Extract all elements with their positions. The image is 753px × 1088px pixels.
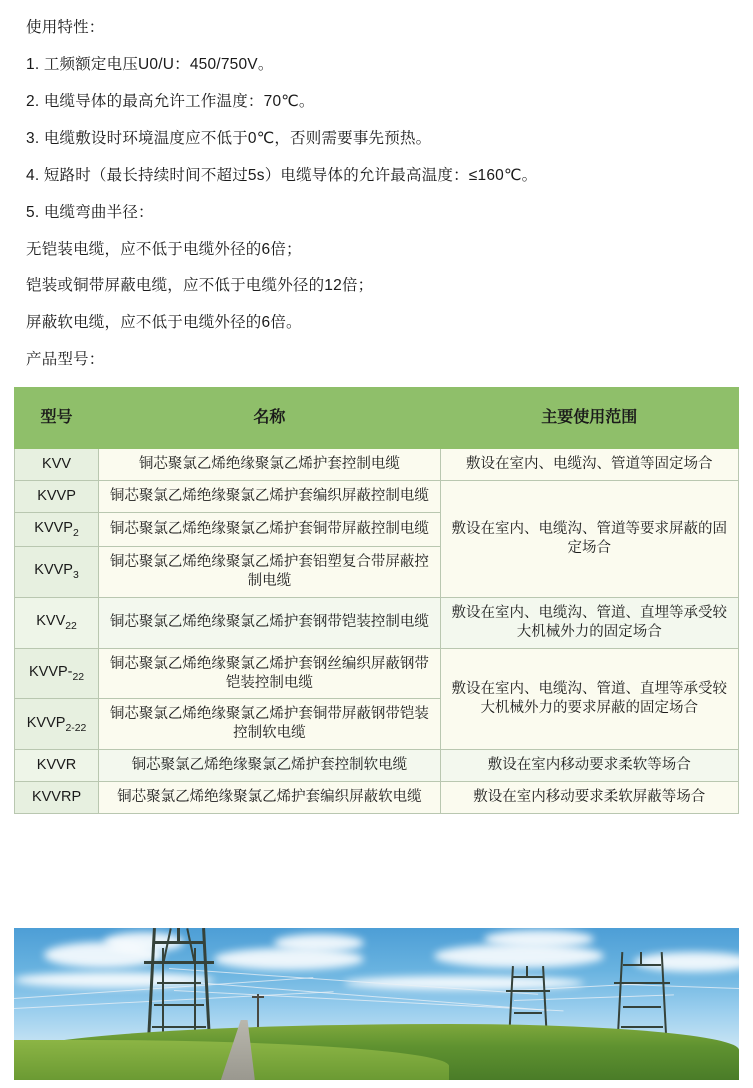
cloud-shape: [434, 944, 604, 968]
cell-name: 铜芯聚氯乙烯绝缘聚氯乙烯护套编织屏蔽软电缆: [99, 781, 440, 813]
cell-model: KVV: [15, 449, 99, 481]
table-row: [15, 750, 739, 782]
cloud-shape: [274, 934, 364, 952]
product-model-heading: 产品型号：: [26, 351, 105, 369]
cell-name: 铜芯聚氯乙烯绝缘聚氯乙烯护套编织屏蔽控制电缆: [99, 481, 440, 513]
cell-model: $KVVP_{2-22}$: [15, 699, 99, 750]
model-subscript: 2-22: [65, 722, 87, 734]
cell-model: KVVRP: [15, 781, 99, 813]
cell-model: KVVR: [15, 750, 99, 782]
cell-model: $KVVP_3$: [15, 547, 99, 598]
bend-radius-shielded-flexible: 屏蔽软电缆，应不低于电缆外径的6倍。: [26, 314, 302, 332]
usage-item-5: 5. 电缆弯曲半径：: [26, 203, 154, 221]
table-row: [15, 449, 739, 481]
bend-radius-unarmored: 无铠装电缆，应不低于电缆外径的6倍；: [26, 240, 302, 258]
product-model-table: [14, 387, 739, 814]
cell-model: $KVVP_2$: [15, 512, 99, 546]
cell-usage: 敷设在室内、电缆沟、管道、直埋等承受较大机械外力的固定场合: [440, 598, 738, 649]
table-row: [15, 598, 739, 649]
model-subscript: 22: [65, 621, 77, 633]
cell-usage: 敷设在室内、电缆沟、管道、直埋等承受较大机械外力的要求屏蔽的固定场合: [440, 648, 738, 749]
table-row: [15, 648, 739, 699]
bend-radius-armored: 铠装或铜带屏蔽电缆，应不低于电缆外径的12倍；: [26, 277, 374, 295]
cell-model: KVVP: [15, 481, 99, 513]
section-heading: 使用特性：: [26, 19, 105, 36]
column-header-name: 名称: [99, 388, 440, 449]
usage-item-1: 1. 工频额定电压U0/U：450/750V。: [26, 55, 274, 73]
cell-usage: 敷设在室内、电缆沟、管道等固定场合: [440, 449, 738, 481]
table-row: [15, 481, 739, 513]
cell-name: 铜芯聚氯乙烯绝缘聚氯乙烯护套铝塑复合带屏蔽控制电缆: [99, 547, 440, 598]
model-subscript: 2: [72, 527, 79, 539]
cell-usage: 敷设在室内、电缆沟、管道等要求屏蔽的固定场合: [440, 481, 738, 598]
column-header-usage: 主要使用范围: [440, 388, 738, 449]
transmission-tower: [144, 928, 214, 1040]
cell-name: 铜芯聚氯乙烯绝缘聚氯乙烯护套钢带铠装控制电缆: [99, 598, 440, 649]
cloud-shape: [214, 948, 364, 970]
cloud-shape: [484, 930, 594, 948]
transmission-tower: [614, 952, 670, 1040]
cell-usage: 敷设在室内移动要求柔软屏蔽等场合: [440, 781, 738, 813]
usage-item-3: 3. 电缆敷设时环境温度应不低于0℃，否则需要事先预热。: [26, 129, 432, 147]
cell-model: $KVV_{22}$: [15, 598, 99, 649]
column-header-model: 型号: [15, 388, 99, 449]
usage-characteristics-section: [0, 0, 753, 371]
cell-name: 铜芯聚氯乙烯绝缘聚氯乙烯护套铜带屏蔽钢带铠装控制软电缆: [99, 699, 440, 750]
utility-pole-crossarm: [252, 996, 264, 998]
cell-name: 铜芯聚氯乙烯绝缘聚氯乙烯护套钢丝编织屏蔽钢带铠装控制电缆: [99, 648, 440, 699]
cell-usage: 敷设在室内移动要求柔软等场合: [440, 750, 738, 782]
product-model-table-wrap: [14, 387, 739, 814]
table-row: [15, 781, 739, 813]
usage-item-4: 4. 短路时（最长持续时间不超过5s）电缆导体的允许最高温度：≤160℃。: [26, 166, 538, 184]
model-subscript: 3: [72, 570, 79, 582]
cell-name: 铜芯聚氯乙烯绝缘聚氯乙烯护套控制电缆: [99, 449, 440, 481]
usage-item-2: 2. 电缆导体的最高允许工作温度：70℃。: [26, 92, 315, 110]
cell-name: 铜芯聚氯乙烯绝缘聚氯乙烯护套控制软电缆: [99, 750, 440, 782]
transmission-towers-photo: [14, 928, 739, 1080]
cell-model: KVVP-$_{22}$: [15, 648, 99, 699]
table-header-row: [15, 388, 739, 449]
model-subscript: 22: [72, 671, 85, 683]
cell-name: 铜芯聚氯乙烯绝缘聚氯乙烯护套铜带屏蔽控制电缆: [99, 512, 440, 546]
